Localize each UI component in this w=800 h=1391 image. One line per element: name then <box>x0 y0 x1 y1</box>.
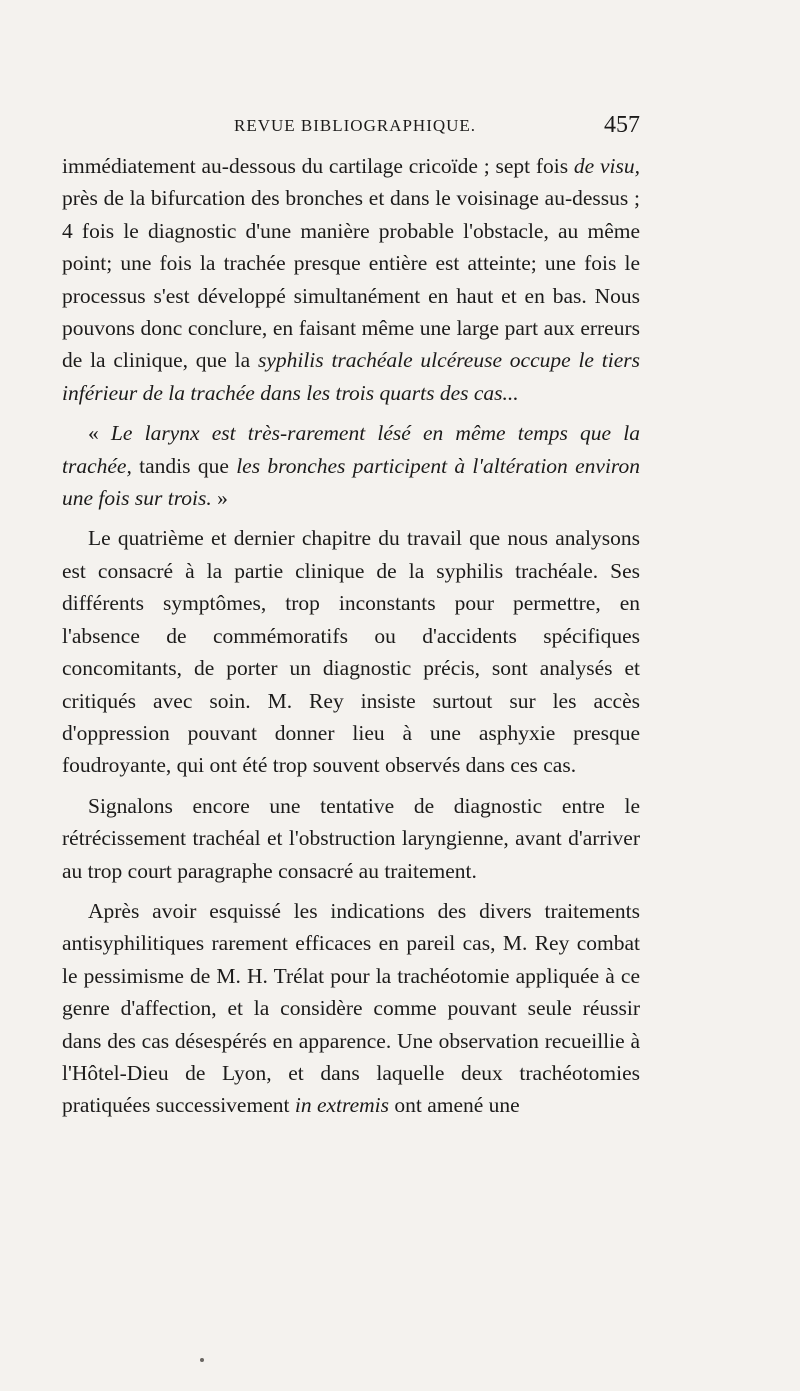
running-title: REVUE BIBLIOGRAPHIQUE. <box>234 116 477 135</box>
paragraph-5-text-b: ont amené une <box>388 1093 520 1118</box>
paragraph-1 <box>62 150 640 409</box>
paragraph-2-close-quote: » <box>211 486 228 511</box>
ink-speck <box>200 1358 204 1362</box>
paragraph-2-italic-b: les bronches participent à l'altération environ une fois sur trois. <box>62 453 640 511</box>
paragraph-2-text: tandis que <box>131 453 237 478</box>
paragraph-5 <box>62 895 640 1122</box>
paragraph-1-text-b: près de la bifurcation des bronches et dans le voisinage au-dessus ; 4 fois le diagnostic d'une manière probable l'obstacle, au même point; une fois la trachée presque entière est atteinte; une fois le processus s'est développé simultanément en haut et en bas. Nous pouvons donc conclure, en faisant même une large part aux erreurs de la clinique, que la <box>62 186 640 373</box>
paragraph-2-quotation <box>62 417 640 514</box>
paragraph-1-text-a: immédiatement au-dessous du cartilage cricoïde ; sept fois <box>62 154 574 178</box>
paragraph-1-italic-a: de visu, <box>573 154 640 178</box>
paragraph-2-italic-a: Le larynx est très-rarement lésé en même temps que la trachée, <box>62 421 640 478</box>
paragraph-5-italic: in extremis <box>294 1093 389 1118</box>
running-head <box>62 112 640 142</box>
paragraph-5-text-a: Après avoir esquissé les indications des divers traitements antisyphilitiques rarement efficaces en pareil cas, M. Rey combat le pessimisme de M. H. Trélat pour la trachéotomie appliquée à ce genre d'affection, et la considère comme pouvant seule réussir dans des cas désespérés en apparence. Une observation recueillie à l'Hôtel-Dieu de Lyon, et dans laquelle deux trachéotomies pratiquées successivement <box>62 898 640 1118</box>
page-number: 457 <box>604 112 640 138</box>
paragraph-2-open-quote: « <box>88 421 111 446</box>
paragraph-4: Signalons encore une tentative de diagnostic entre le rétrécissement trachéal et l'obstruction laryngienne, avant d'arriver au trop court paragraphe consacré au traitement. <box>62 793 640 883</box>
paragraph-3: Le quatrième et dernier chapitre du travail que nous analysons est consacré à la partie clinique de la syphilis trachéale. Ses différents symptômes, trop inconstants pour permettre, en l'absence de commémoratifs ou d'accidents spécifiques concomitants, de porter un diagnostic précis, sont analysés et critiqués avec soin. M. Rey insiste surtout sur les accès d'oppression pouvant donner lieu à une asphyxie presque foudroyante, qui ont été trop souvent observés dans ces cas. <box>62 526 640 778</box>
body-text <box>62 150 640 1122</box>
paragraph-1-italic-b: syphilis trachéale ulcéreuse occupe le tiers inférieur de la trachée dans les trois quarts des cas... <box>62 348 640 405</box>
